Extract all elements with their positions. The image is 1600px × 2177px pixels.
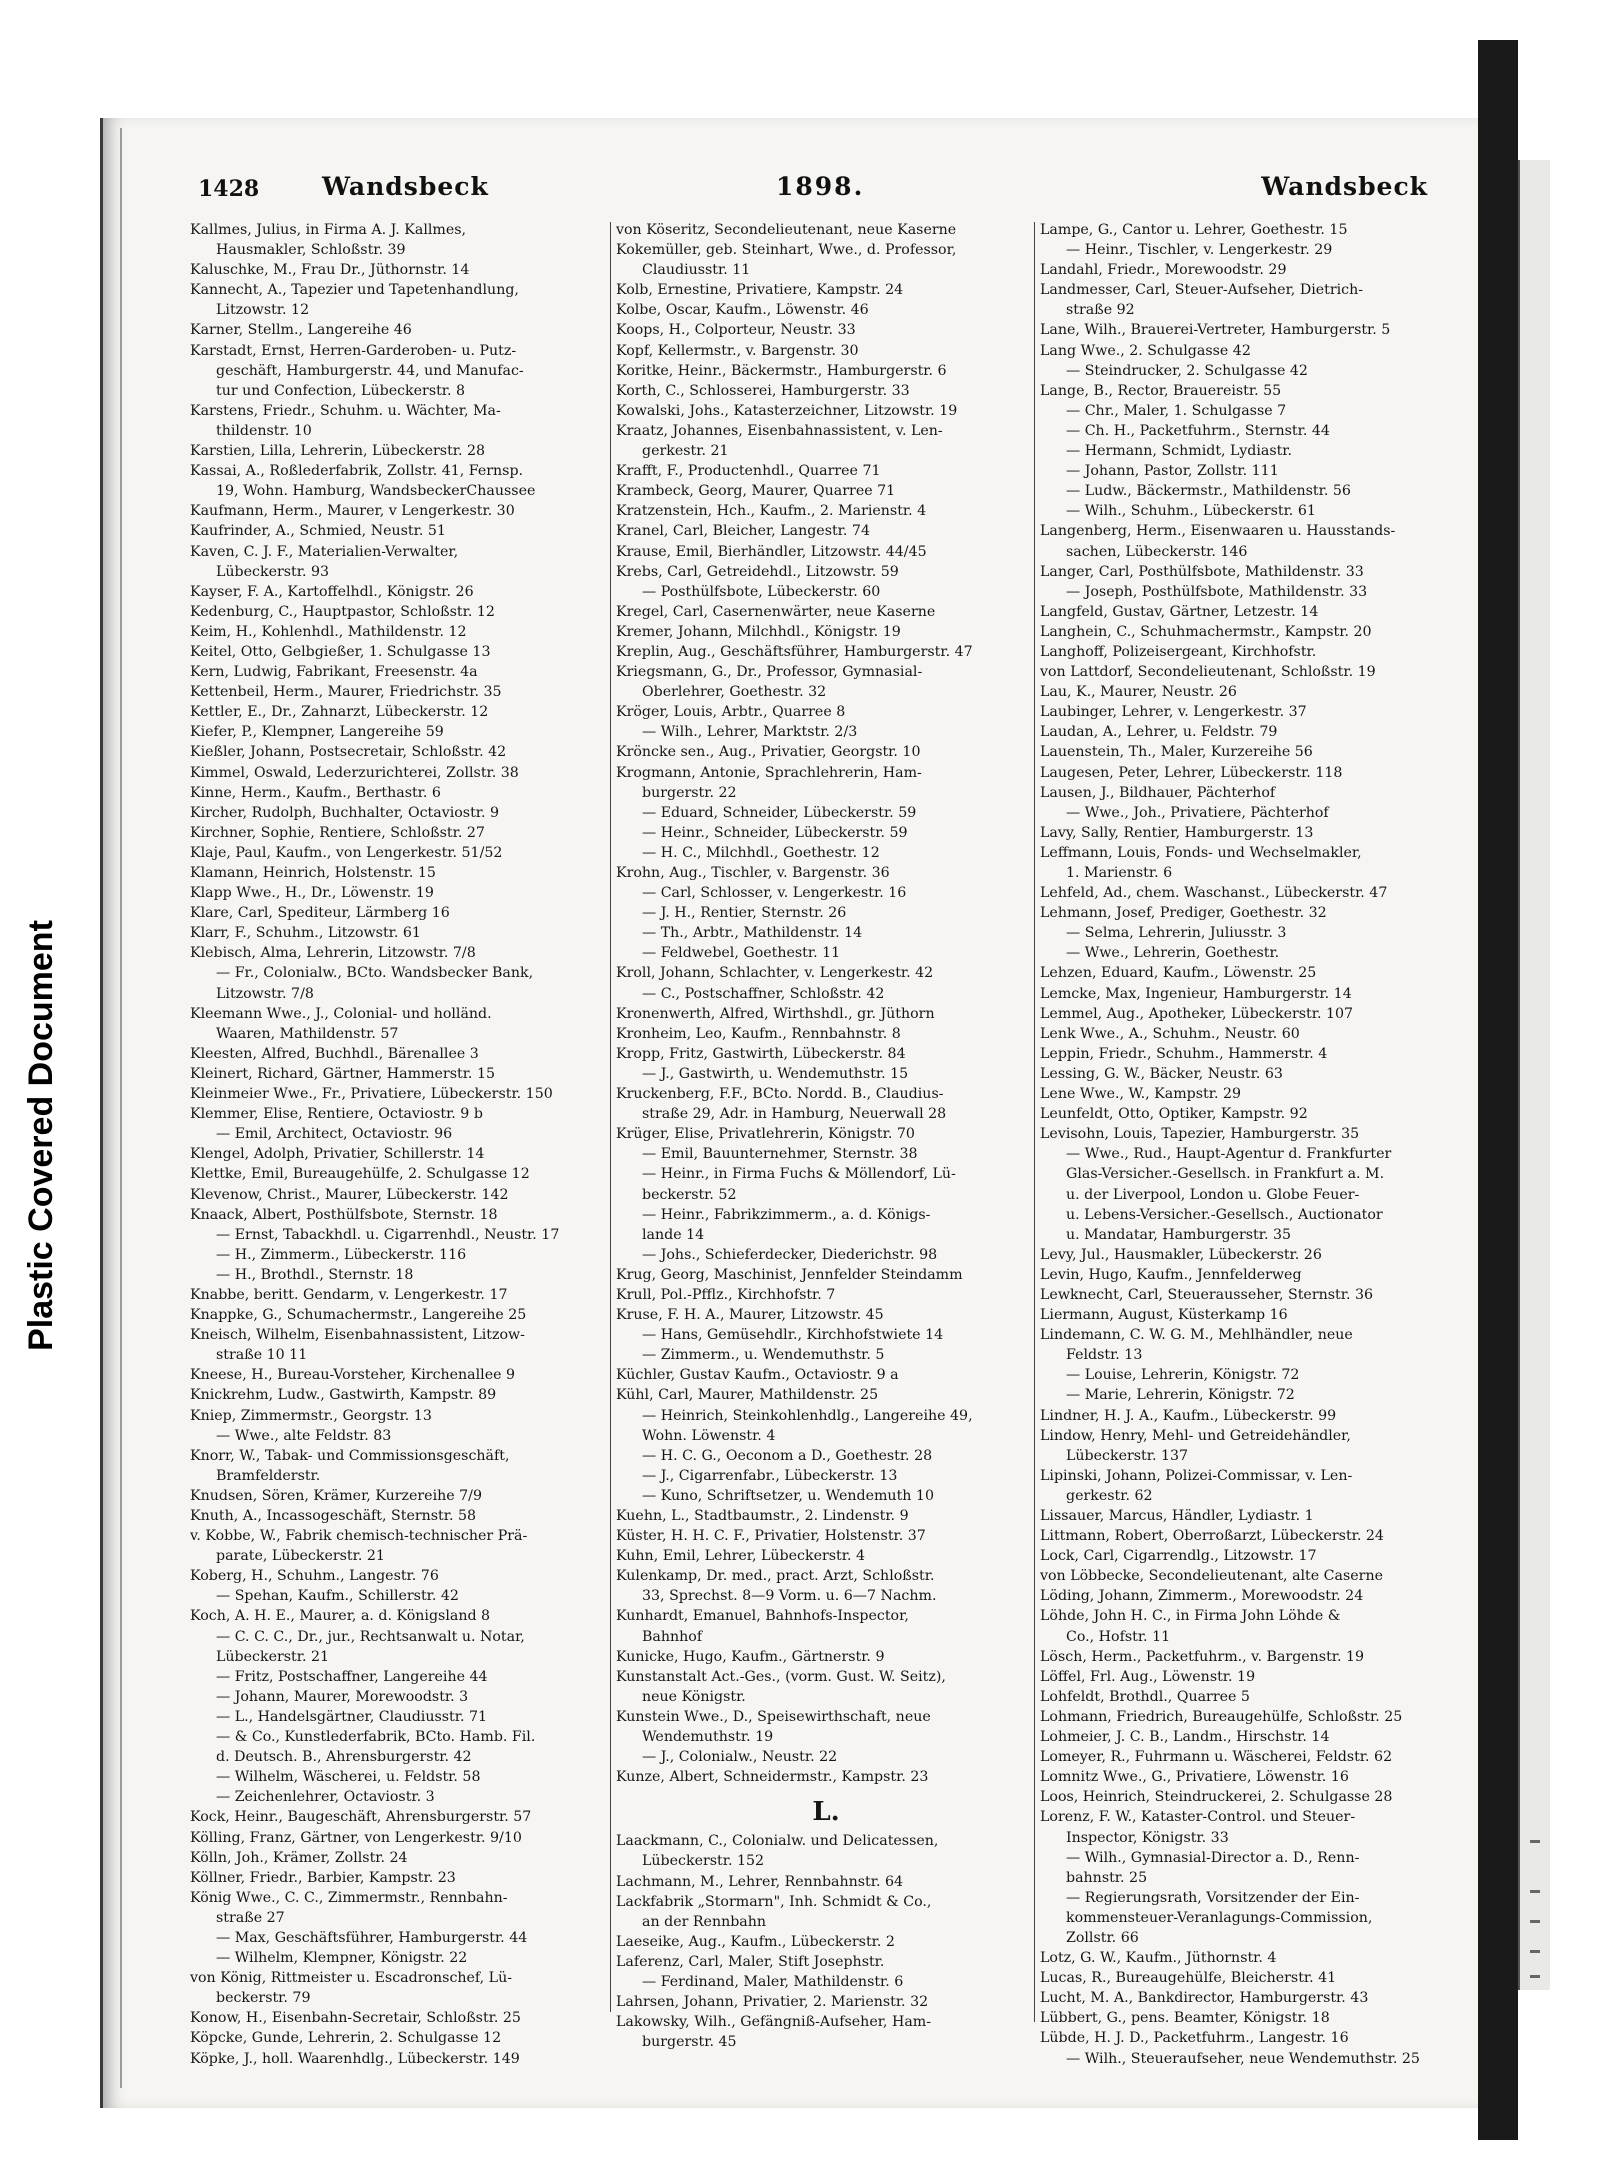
page-number: 1428 (198, 176, 260, 202)
directory-entry: Koch, A. H. E., Maurer, a. d. Königsland 8 (190, 1608, 491, 1625)
next-page-edge (1518, 160, 1550, 1990)
directory-entry: Löding, Johann, Zimmerm., Morewoodstr. 24 (1040, 1588, 1364, 1605)
directory-entry: Lenk Wwe., A., Schuhm., Neustr. 60 (1040, 1025, 1300, 1042)
directory-entry: Litzowstr. 12 (216, 302, 310, 319)
directory-entry: Claudiusstr. 11 (642, 262, 751, 279)
directory-entry: Kokemüller, geb. Steinhart, Wwe., d. Professor, (616, 242, 957, 259)
directory-entry: — Ferdinand, Maler, Mathildenstr. 6 (642, 1973, 904, 1990)
directory-entry: Koops, H., Colporteur, Neustr. 33 (616, 322, 856, 339)
directory-entry: Laferenz, Carl, Maler, Stift Josephstr. (616, 1953, 885, 1970)
page-header (198, 172, 1428, 212)
directory-entry: Bramfelderstr. (216, 1467, 321, 1484)
directory-entry: — & Co., Kunstlederfabrik, BCto. Hamb. Fil. (216, 1729, 536, 1746)
directory-entry: Leppin, Friedr., Schuhm., Hammerstr. 4 (1040, 1045, 1328, 1062)
directory-entry: u. Mandatar, Hamburgerstr. 35 (1066, 1226, 1292, 1243)
page-edge-shadow (1478, 40, 1518, 2140)
directory-entry: Kühl, Carl, Maurer, Mathildenstr. 25 (616, 1387, 879, 1404)
directory-entry: Lene Wwe., W., Kampstr. 29 (1040, 1086, 1242, 1103)
directory-entry: u. Lebens-Versicher.-Gesellsch., Auctionator (1066, 1206, 1383, 1223)
directory-entry: Lübeckerstr. 93 (216, 563, 330, 580)
directory-entry: Kolbe, Oscar, Kaufm., Löwenstr. 46 (616, 302, 869, 319)
directory-entry: — Hermann, Schmidt, Lydiastr. (1066, 443, 1293, 460)
directory-entry: Kettler, E., Dr., Zahnarzt, Lübeckerstr. 12 (190, 704, 489, 721)
directory-entry: Landahl, Friedr., Morewoodstr. 29 (1040, 262, 1287, 279)
directory-entry: Kleesten, Alfred, Buchhdl., Bärenallee 3 (190, 1045, 479, 1062)
directory-entry: — Wilh., Steueraufseher, neue Wendemuthstr. 25 (1066, 2050, 1420, 2067)
directory-entry: Kunicke, Hugo, Kaufm., Gärtnerstr. 9 (616, 1648, 885, 1665)
directory-entry: Lakowsky, Wilh., Gefängniß-Aufseher, Ham- (616, 2014, 932, 2031)
directory-entry: Küster, H. H. C. F., Privatier, Holstenstr. 37 (616, 1528, 926, 1545)
directory-entry: geschäft, Hamburgerstr. 44, und Manufac- (216, 362, 524, 379)
directory-entry: Kölling, Franz, Gärtner, von Lengerkestr. 9/10 (190, 1829, 522, 1846)
directory-entry: Kopf, Kellermstr., v. Bargenstr. 30 (616, 342, 859, 359)
directory-entry: — Wwe., Lehrerin, Goethestr. (1066, 945, 1280, 962)
directory-entry: Lock, Carl, Cigarrendlg., Litzowstr. 17 (1040, 1548, 1317, 1565)
directory-entry: Lindow, Henry, Mehl- und Getreidehändler, (1040, 1427, 1351, 1444)
directory-entry: Lübbert, G., pens. Beamter, Königstr. 18 (1040, 2010, 1330, 2027)
directory-entry: Lucht, M. A., Bankdirector, Hamburgerstr. 43 (1040, 1990, 1369, 2007)
directory-entry: von König, Rittmeister u. Escadronschef, Lü- (190, 1970, 513, 1987)
directory-entry: Klare, Carl, Spediteur, Lärmberg 16 (190, 905, 450, 922)
directory-entry: Kaufrinder, A., Schmied, Neustr. 51 (190, 523, 446, 540)
directory-entry: Wendemuthstr. 19 (642, 1729, 774, 1746)
directory-entry: gerkestr. 21 (642, 443, 729, 460)
directory-entry: Klettke, Emil, Bureaugehülfe, 2. Schulgasse 12 (190, 1166, 530, 1183)
directory-entry: Klemmer, Elise, Rentiere, Octaviostr. 9 b (190, 1106, 483, 1123)
directory-entry: Lohmann, Friedrich, Bureaugehülfe, Schloßstr. 25 (1040, 1708, 1403, 1725)
directory-entry: Kedenburg, C., Hauptpastor, Schloßstr. 12 (190, 603, 495, 620)
directory-entry: Lindemann, C. W. G. M., Mehlhändler, neue (1040, 1327, 1353, 1344)
directory-entry: Leunfeldt, Otto, Optiker, Kampstr. 92 (1040, 1106, 1308, 1123)
directory-column-3 (1040, 220, 1456, 2069)
directory-entry: Kern, Ludwig, Fabrikant, Freesenstr. 4a (190, 664, 478, 681)
directory-entry: straße 92 (1066, 302, 1135, 319)
directory-entry: Lipinski, Johann, Polizei-Commissar, v. Len- (1040, 1467, 1353, 1484)
directory-entry: Krull, Pol.-Pfflz., Kirchhofstr. 7 (616, 1286, 836, 1303)
directory-entry: Lane, Wilh., Brauerei-Vertreter, Hamburgerstr. 5 (1040, 322, 1391, 339)
directory-entry: Lösch, Herm., Packetfuhrm., v. Bargenstr. 19 (1040, 1648, 1365, 1665)
directory-entry: Lehzen, Eduard, Kaufm., Löwenstr. 25 (1040, 965, 1317, 982)
directory-entry: u. der Liverpool, London u. Globe Feuer- (1066, 1186, 1360, 1203)
directory-entry: Kimmel, Oswald, Lederzurichterei, Zollstr. 38 (190, 764, 519, 781)
directory-entry: Kröncke sen., Aug., Privatier, Georgstr. 10 (616, 744, 921, 761)
directory-column-2 (616, 220, 1036, 2052)
directory-entry: Laudan, A., Lehrer, u. Feldstr. 79 (1040, 724, 1278, 741)
directory-entry: — Wilh., Schuhm., Lübeckerstr. 61 (1066, 503, 1316, 520)
directory-entry: Lomnitz Wwe., G., Privatiere, Löwenstr. 16 (1040, 1769, 1349, 1786)
directory-entry: — Ernst, Tabackhdl. u. Cigarrenhdl., Neustr. 17 (216, 1226, 560, 1243)
directory-entry: Landmesser, Carl, Steuer-Aufseher, Dietrich- (1040, 282, 1364, 299)
directory-entry: Kaufmann, Herm., Maurer, v Lengerkestr. 30 (190, 503, 515, 520)
directory-entry: Bahnhof (642, 1628, 703, 1645)
directory-entry: Kock, Heinr., Baugeschäft, Ahrensburgerstr. 57 (190, 1809, 532, 1826)
directory-entry: Kleinert, Richard, Gärtner, Hammerstr. 15 (190, 1065, 495, 1082)
directory-entry: — Zeichenlehrer, Octaviostr. 3 (216, 1789, 435, 1806)
directory-entry: Kowalski, Johs., Katasterzeichner, Litzowstr. 19 (616, 402, 958, 419)
directory-entry: Kunze, Albert, Schneidermstr., Kampstr. 23 (616, 1769, 929, 1786)
directory-entry: — Wilhelm, Wäscherei, u. Feldstr. 58 (216, 1769, 481, 1786)
directory-entry: — Heinrich, Steinkohlenhdlg., Langereihe 49, (642, 1407, 973, 1424)
directory-entry: — Heinr., Tischler, v. Lengerkestr. 29 (1066, 242, 1333, 259)
directory-entry: Köpke, J., holl. Waarenhdlg., Lübeckerstr. 149 (190, 2050, 520, 2067)
directory-entry: Knappke, G., Schumachermstr., Langereihe 25 (190, 1307, 527, 1324)
directory-entry: Köllner, Friedr., Barbier, Kampstr. 23 (190, 1869, 456, 1886)
directory-entry: Klaje, Paul, Kaufm., von Lengerkestr. 51/52 (190, 844, 503, 861)
directory-entry: Wohn. Löwenstr. 4 (642, 1427, 776, 1444)
directory-entry: Klevenow, Christ., Maurer, Lübeckerstr. 142 (190, 1186, 509, 1203)
directory-entry: Klapp Wwe., H., Dr., Löwenstr. 19 (190, 885, 434, 902)
directory-entry: — Emil, Architect, Octaviostr. 96 (216, 1126, 453, 1143)
directory-entry: 19, Wohn. Hamburg, WandsbeckerChaussee (216, 483, 536, 500)
directory-entry: Kuehn, L., Stadtbaumstr., 2. Lindenstr. 9 (616, 1508, 909, 1524)
directory-entry: Knorr, W., Tabak- und Commissionsgeschäft, (190, 1447, 510, 1464)
directory-entry: Kannecht, A., Tapezier und Tapetenhandlung, (190, 282, 519, 299)
directory-entry: v. Kobbe, W., Fabrik chemisch-technischer Prä- (190, 1528, 528, 1545)
directory-entry: Inspector, Königstr. 33 (1066, 1829, 1229, 1846)
directory-entry: an der Rennbahn (642, 1913, 767, 1930)
header-right-title: Wandsbeck (1261, 172, 1428, 201)
directory-entry: Kuhn, Emil, Lehrer, Lübeckerstr. 4 (616, 1548, 866, 1565)
directory-entry: — Johann, Pastor, Zollstr. 111 (1066, 463, 1279, 480)
directory-entry: Lohmeier, J. C. B., Landm., Hirschstr. 14 (1040, 1729, 1330, 1746)
directory-entry: Koritke, Heinr., Bäckermstr., Hamburgerstr. 6 (616, 362, 947, 379)
directory-entry: Liermann, August, Küsterkamp 16 (1040, 1307, 1288, 1324)
directory-entry: Krogmann, Antonie, Sprachlehrerin, Ham- (616, 764, 922, 781)
directory-entry: Kratzenstein, Hch., Kaufm., 2. Marienstr. 4 (616, 503, 927, 520)
directory-entry: Kranel, Carl, Bleicher, Langestr. 74 (616, 523, 870, 540)
directory-entry: — Wwe., Rud., Haupt-Agentur d. Frankfurter (1066, 1146, 1392, 1163)
directory-entry: Kircher, Rudolph, Buchhalter, Octaviostr. 9 (190, 804, 500, 821)
directory-entry: — Johann, Maurer, Morewoodstr. 3 (216, 1688, 469, 1705)
directory-entry: — Ch. H., Packetfuhrm., Sternstr. 44 (1066, 422, 1330, 439)
directory-entry: Löhde, John H. C., in Firma John Löhde & (1040, 1608, 1341, 1625)
directory-entry: Kleinmeier Wwe., Fr., Privatiere, Lübeckerstr. 150 (190, 1086, 553, 1103)
directory-entry: Kruckenberg, F.F., BCto. Nordd. B., Claudius- (616, 1086, 944, 1103)
directory-entry: Kremer, Johann, Milchhdl., Königstr. 19 (616, 623, 901, 640)
directory-entry: Krafft, F., Productenhdl., Quarree 71 (616, 463, 881, 480)
directory-entry: Karner, Stellm., Langereihe 46 (190, 322, 412, 339)
directory-entry: Klebisch, Alma, Lehrerin, Litzowstr. 7/8 (190, 945, 476, 962)
directory-entry: kommensteuer-Veranlagungs-Commission, (1066, 1909, 1373, 1926)
section-heading: L. (812, 1797, 840, 1828)
directory-entry: Feldstr. 13 (1066, 1347, 1143, 1364)
directory-entry: Lackfabrik „Stormarn", Inh. Schmidt & Co., (616, 1893, 932, 1910)
directory-entry: Lohfeldt, Brothdl., Quarree 5 (1040, 1688, 1250, 1705)
directory-entry: Kruse, F. H. A., Maurer, Litzowstr. 45 (616, 1307, 884, 1324)
directory-entry: Kunstanstalt Act.-Ges., (vorm. Gust. W. Seitz), (616, 1668, 946, 1685)
directory-entry: — J., Colonialw., Neustr. 22 (642, 1749, 838, 1766)
directory-entry: — Heinr., Fabrikzimmerm., a. d. Königs- (642, 1206, 931, 1223)
directory-entry: — Feldwebel, Goethestr. 11 (642, 945, 841, 962)
directory-entry: Kraatz, Johannes, Eisenbahnassistent, v. Len- (616, 422, 943, 439)
directory-entry: Lübeckerstr. 152 (642, 1853, 765, 1870)
directory-entry: Glas-Versicher.-Gesellsch. in Frankfurt a. M. (1066, 1166, 1385, 1183)
header-left-title: Wandsbeck (322, 172, 489, 201)
directory-entry: — Spehan, Kaufm., Schillerstr. 42 (216, 1588, 459, 1605)
directory-entry: — Wilhelm, Klempner, Königstr. 22 (216, 1950, 468, 1967)
directory-entry: Kriegsmann, G., Dr., Professor, Gymnasial- (616, 664, 923, 681)
directory-entry: Kropp, Fritz, Gastwirth, Lübeckerstr. 84 (616, 1045, 906, 1062)
directory-entry: Lavy, Sally, Rentier, Hamburgerstr. 13 (1040, 824, 1314, 841)
directory-entry: — Max, Geschäftsführer, Hamburgerstr. 44 (216, 1929, 528, 1946)
directory-entry: — H., Brothdl., Sternstr. 18 (216, 1266, 414, 1283)
directory-entry: — L., Handelsgärtner, Claudiusstr. 71 (216, 1708, 488, 1725)
directory-column-1 (190, 220, 608, 2069)
directory-entry: Kroll, Johann, Schlachter, v. Lengerkestr. 42 (616, 965, 934, 982)
directory-entry: — H., Zimmerm., Lübeckerstr. 116 (216, 1246, 467, 1263)
directory-entry: Lindner, H. J. A., Kaufm., Lübeckerstr. 99 (1040, 1407, 1337, 1424)
directory-entry: Kulenkamp, Dr. med., pract. Arzt, Schloßstr. (616, 1568, 935, 1585)
directory-entry: Lotz, G. W., Kaufm., Jüthornstr. 4 (1040, 1950, 1277, 1967)
directory-entry: Karstens, Friedr., Schuhm. u. Wächter, Ma- (190, 402, 501, 419)
directory-entry: Laackmann, C., Colonialw. und Delicatessen, (616, 1833, 939, 1850)
directory-entry: Lemcke, Max, Ingenieur, Hamburgerstr. 14 (1040, 985, 1352, 1002)
directory-entry: Leffmann, Louis, Fonds- und Wechselmakler, (1040, 844, 1362, 861)
directory-entry: — Emil, Bauunternehmer, Sternstr. 38 (642, 1146, 918, 1163)
directory-entry: — J., Gastwirth, u. Wendemuthstr. 15 (642, 1065, 909, 1082)
directory-entry: Laubinger, Lehrer, v. Lengerkestr. 37 (1040, 704, 1307, 721)
directory-entry: Langhoff, Polizeisergeant, Kirchhofstr. (1040, 643, 1317, 660)
directory-entry: Karstadt, Ernst, Herren-Garderoben- u. Putz- (190, 342, 517, 359)
directory-entry: Lomeyer, R., Fuhrmann u. Wäscherei, Feldstr. 62 (1040, 1749, 1393, 1766)
directory-entry: von Köseritz, Secondelieutenant, neue Kaserne (616, 222, 957, 238)
directory-entry: Kießler, Johann, Postsecretair, Schloßstr. 42 (190, 744, 507, 761)
directory-entry: — Carl, Schlosser, v. Lengerkestr. 16 (642, 885, 907, 902)
directory-entry: — Chr., Maler, 1. Schulgasse 7 (1066, 402, 1287, 419)
directory-entry: Krüger, Elise, Privatlehrerin, Königstr. 70 (616, 1126, 915, 1143)
header-year: 1898. (776, 172, 865, 201)
directory-entry: Lorenz, F. W., Kataster-Control. und Steuer- (1040, 1809, 1356, 1826)
directory-entry: Kronenwerth, Alfred, Wirthshdl., gr. Jüthorn (616, 1005, 935, 1022)
directory-entry: — J. H., Rentier, Sternstr. 26 (642, 905, 847, 922)
directory-entry: parate, Lübeckerstr. 21 (216, 1548, 385, 1565)
directory-entry: Kayser, F. A., Kartoffelhdl., Königstr. 26 (190, 583, 474, 600)
directory-entry: — Hans, Gemüsehdlr., Kirchhofstwiete 14 (642, 1327, 944, 1344)
directory-entry: gerkestr. 62 (1066, 1487, 1153, 1504)
directory-entry: Kronheim, Leo, Kaufm., Rennbahnstr. 8 (616, 1025, 901, 1042)
directory-entry: — Wilh., Lehrer, Marktstr. 2/3 (642, 724, 858, 741)
directory-entry: Langenberg, Herm., Eisenwaaren u. Hausstands- (1040, 523, 1396, 540)
directory-entry: — H. C., Milchhdl., Goethestr. 12 (642, 844, 880, 861)
directory-entry: Lachmann, M., Lehrer, Rennbahnstr. 64 (616, 1873, 904, 1890)
directory-entry: Kolb, Ernestine, Privatiere, Kampstr. 24 (616, 282, 904, 299)
directory-entry: — Wwe., alte Feldstr. 83 (216, 1427, 392, 1444)
directory-entry: Kunhardt, Emanuel, Bahnhofs-Inspector, (616, 1608, 909, 1625)
column-divider (610, 222, 611, 2012)
directory-entry: Klarr, F., Schuhm., Litzowstr. 61 (190, 925, 421, 942)
directory-entry: Zollstr. 66 (1066, 1929, 1139, 1946)
directory-entry: tur und Confection, Lübeckerstr. 8 (216, 382, 466, 399)
directory-entry: — Ludw., Bäckermstr., Mathildenstr. 56 (1066, 483, 1351, 500)
directory-entry: Kleemann Wwe., J., Colonial- und holländ. (190, 1005, 492, 1022)
directory-entry: — Fr., Colonialw., BCto. Wandsbecker Bank, (216, 965, 534, 982)
directory-entry: von Löbbecke, Secondelieutenant, alte Caserne (1040, 1568, 1383, 1585)
directory-entry: Köpcke, Gunde, Lehrerin, 2. Schulgasse 12 (190, 2030, 502, 2047)
directory-entry: Lessing, G. W., Bäcker, Neustr. 63 (1040, 1065, 1283, 1082)
directory-entry: — Louise, Lehrerin, Königstr. 72 (1066, 1367, 1300, 1384)
directory-entry: Lauenstein, Th., Maler, Kurzereihe 56 (1040, 744, 1313, 761)
page-gutter-line (120, 128, 122, 2088)
directory-entry: burgerstr. 45 (642, 2034, 737, 2051)
directory-entry: Küchler, Gustav Kaufm., Octaviostr. 9 a (616, 1367, 899, 1384)
directory-entry: Waaren, Mathildenstr. 57 (216, 1025, 399, 1042)
directory-entry: — C. C. C., Dr., jur., Rechtsanwalt u. Notar, (216, 1628, 525, 1645)
directory-entry: lande 14 (642, 1226, 705, 1243)
directory-entry: Kröger, Louis, Arbtr., Quarree 8 (616, 704, 846, 721)
directory-entry: burgerstr. 22 (642, 784, 737, 801)
directory-entry: Langer, Carl, Posthülfsbote, Mathildenstr. 33 (1040, 563, 1364, 580)
directory-entry: Lübeckerstr. 21 (216, 1648, 330, 1665)
directory-entry: Krause, Emil, Bierhändler, Litzowstr. 44/45 (616, 543, 927, 560)
directory-entry: Lange, B., Rector, Brauereistr. 55 (1040, 382, 1282, 399)
directory-entry: Knuth, A., Incassogeschäft, Sternstr. 58 (190, 1508, 477, 1524)
directory-entry: Lemmel, Aug., Apotheker, Lübeckerstr. 107 (1040, 1005, 1354, 1022)
directory-entry: Kneisch, Wilhelm, Eisenbahnassistent, Litzow- (190, 1327, 525, 1344)
directory-entry: — H. C. G., Oeconom a D., Goethestr. 28 (642, 1447, 933, 1464)
cover-label-text: Plastic Covered Document (21, 919, 60, 1351)
directory-entry: Kaluschke, M., Frau Dr., Jüthornstr. 14 (190, 262, 470, 279)
directory-entry: Levisohn, Louis, Tapezier, Hamburgerstr. 35 (1040, 1126, 1360, 1143)
directory-entry: Knaack, Albert, Posthülfsbote, Sternstr. 18 (190, 1206, 498, 1223)
directory-entry: straße 10 11 (216, 1347, 308, 1364)
directory-entry: Korth, C., Schlosserei, Hamburgerstr. 33 (616, 382, 910, 399)
directory-entry: straße 29, Adr. in Hamburg, Neuerwall 28 (642, 1106, 947, 1123)
directory-entry: Lucas, R., Bureaugehülfe, Bleicherstr. 41 (1040, 1970, 1337, 1987)
directory-entry: Löffel, Frl. Aug., Löwenstr. 19 (1040, 1668, 1256, 1685)
directory-entry: d. Deutsch. B., Ahrensburgerstr. 42 (216, 1749, 472, 1766)
directory-entry: Kallmes, Julius, in Firma A. J. Kallmes, (190, 222, 467, 238)
directory-entry: Koberg, H., Schuhm., Langestr. 76 (190, 1568, 439, 1585)
directory-entry: Knudsen, Sören, Krämer, Kurzereihe 7/9 (190, 1487, 482, 1504)
directory-entry: Karstien, Lilla, Lehrerin, Lübeckerstr. 28 (190, 443, 486, 460)
directory-entry: Lübde, H. J. D., Packetfuhrm., Langestr. 16 (1040, 2030, 1349, 2047)
directory-entry: — Wwe., Joh., Privatiere, Pächterhof (1066, 804, 1329, 821)
directory-entry: Loos, Heinrich, Steindruckerei, 2. Schulgasse 28 (1040, 1789, 1393, 1806)
directory-entry: Hausmakler, Schloßstr. 39 (216, 242, 406, 259)
directory-entry: — Marie, Lehrerin, Königstr. 72 (1066, 1387, 1295, 1404)
directory-entry: beckerstr. 79 (216, 1990, 311, 2007)
directory-entry: — Heinr., in Firma Fuchs & Möllendorf, Lü- (642, 1166, 956, 1183)
directory-entry: Lang Wwe., 2. Schulgasse 42 (1040, 342, 1251, 359)
directory-entry: Laeseike, Aug., Kaufm., Lübeckerstr. 2 (616, 1933, 895, 1950)
directory-entry: Klamann, Heinrich, Holstenstr. 15 (190, 865, 436, 881)
directory-entry: Klengel, Adolph, Privatier, Schillerstr. 14 (190, 1146, 485, 1163)
directory-entry: Levin, Hugo, Kaufm., Jennfelderweg (1040, 1266, 1302, 1283)
directory-entry: Levy, Jul., Hausmakler, Lübeckerstr. 26 (1040, 1246, 1322, 1263)
directory-entry: König Wwe., C. C., Zimmermstr., Rennbahn- (190, 1889, 508, 1906)
directory-entry: 1. Marienstr. 6 (1066, 865, 1173, 881)
directory-entry: Kreplin, Aug., Geschäftsführer, Hamburgerstr. 47 (616, 643, 973, 660)
directory-entry: Littmann, Robert, Oberroßarzt, Lübeckerstr. 24 (1040, 1528, 1384, 1545)
directory-entry: Oberlehrer, Goethestr. 32 (642, 684, 827, 701)
directory-entry: Knickrehm, Ludw., Gastwirth, Kampstr. 89 (190, 1387, 497, 1404)
directory-entry: Kettenbeil, Herm., Maurer, Friedrichstr. 35 (190, 684, 502, 701)
directory-entry: — Selma, Lehrerin, Juliusstr. 3 (1066, 925, 1287, 942)
directory-entry: thildenstr. 10 (216, 422, 312, 439)
directory-entry: Kneese, H., Bureau-Vorsteher, Kirchenallee 9 (190, 1367, 516, 1384)
directory-entry: Lewknecht, Carl, Steuerausseher, Sternstr. 36 (1040, 1286, 1374, 1303)
directory-entry: Lübeckerstr. 137 (1066, 1447, 1189, 1464)
directory-entry: — Joseph, Posthülfsbote, Mathildenstr. 33 (1066, 583, 1368, 600)
directory-entry: Keitel, Otto, Gelbgießer, 1. Schulgasse 13 (190, 643, 491, 660)
directory-entry: 33, Sprechst. 8—9 Vorm. u. 6—7 Nachm. (642, 1588, 937, 1605)
directory-entry: beckerstr. 52 (642, 1186, 737, 1203)
directory-entry: — Fritz, Postschaffner, Langereihe 44 (216, 1668, 488, 1685)
directory-entry: sachen, Lübeckerstr. 146 (1066, 543, 1248, 560)
directory-entry: neue Königstr. (642, 1688, 746, 1705)
directory-entry: Lehfeld, Ad., chem. Waschanst., Lübeckerstr. 47 (1040, 885, 1388, 902)
directory-entry: Kinne, Herm., Kaufm., Berthastr. 6 (190, 784, 441, 801)
directory-entry: — Heinr., Schneider, Lübeckerstr. 59 (642, 824, 908, 841)
directory-entry: — Th., Arbtr., Mathildenstr. 14 (642, 925, 863, 942)
directory-entry: Knabbe, beritt. Gendarm, v. Lengerkestr. 17 (190, 1286, 508, 1303)
directory-entry: Lissauer, Marcus, Händler, Lydiastr. 1 (1040, 1508, 1314, 1524)
directory-entry: Konow, H., Eisenbahn-Secretair, Schloßstr. 25 (190, 2010, 521, 2027)
directory-entry: — Eduard, Schneider, Lübeckerstr. 59 (642, 804, 917, 821)
directory-entry: Krug, Georg, Maschinist, Jennfelder Steindamm (616, 1266, 963, 1283)
directory-entry: — Posthülfsbote, Lübeckerstr. 60 (642, 583, 881, 600)
directory-entry: Langhein, C., Schuhmachermstr., Kampstr. 20 (1040, 623, 1372, 640)
directory-entry: Lehmann, Josef, Prediger, Goethestr. 32 (1040, 905, 1327, 922)
directory-entry: — Johs., Schieferdecker, Diederichstr. 98 (642, 1246, 938, 1263)
directory-entry: — Regierungsrath, Vorsitzender der Ein- (1066, 1889, 1360, 1906)
directory-entry: bahnstr. 25 (1066, 1869, 1148, 1886)
directory-entry: Krohn, Aug., Tischler, v. Bargenstr. 36 (616, 865, 890, 881)
directory-entry: Lahrsen, Johann, Privatier, 2. Marienstr. 32 (616, 1994, 929, 2011)
directory-entry: Keim, H., Kohlenhdl., Mathildenstr. 12 (190, 623, 467, 640)
directory-entry: — J., Cigarrenfabr., Lübeckerstr. 13 (642, 1467, 898, 1484)
directory-entry: — Wilh., Gymnasial-Director a. D., Renn- (1066, 1849, 1360, 1866)
directory-entry: Lampe, G., Cantor u. Lehrer, Goethestr. 15 (1040, 222, 1348, 238)
directory-entry: Kaven, C. J. F., Materialien-Verwalter, (190, 543, 459, 560)
directory-entry: von Lattdorf, Secondelieutenant, Schloßstr. 19 (1040, 664, 1376, 681)
directory-entry: — C., Postschaffner, Schloßstr. 42 (642, 985, 885, 1002)
directory-entry: — Steindrucker, 2. Schulgasse 42 (1066, 362, 1308, 379)
directory-entry: Co., Hofstr. 11 (1066, 1628, 1171, 1645)
directory-entry: Krebs, Carl, Getreidehdl., Litzowstr. 59 (616, 563, 899, 580)
directory-entry: Kunstein Wwe., D., Speisewirthschaft, neue (616, 1708, 931, 1725)
directory-entry: — Zimmerm., u. Wendemuthstr. 5 (642, 1347, 885, 1364)
directory-entry: Kirchner, Sophie, Rentiere, Schloßstr. 27 (190, 824, 485, 841)
directory-entry: Lau, K., Maurer, Neustr. 26 (1040, 684, 1237, 701)
directory-entry: Kölln, Joh., Krämer, Zollstr. 24 (190, 1849, 408, 1866)
directory-entry: Kregel, Carl, Casernenwärter, neue Kaserne (616, 603, 936, 620)
directory-entry: Langfeld, Gustav, Gärtner, Letzestr. 14 (1040, 603, 1319, 620)
directory-entry: — Kuno, Schriftsetzer, u. Wendemuth 10 (642, 1487, 934, 1504)
directory-entry: Lausen, J., Bildhauer, Pächterhof (1040, 784, 1276, 801)
directory-entry: Kniep, Zimmermstr., Georgstr. 13 (190, 1407, 432, 1424)
directory-entry: Laugesen, Peter, Lehrer, Lübeckerstr. 118 (1040, 764, 1343, 781)
directory-entry: Kassai, A., Roßlederfabrik, Zollstr. 41, Fernsp. (190, 463, 524, 480)
directory-entry: Kiefer, P., Klempner, Langereihe 59 (190, 724, 444, 741)
directory-entry: Litzowstr. 7/8 (216, 985, 314, 1002)
directory-entry: straße 27 (216, 1909, 285, 1926)
directory-entry: Krambeck, Georg, Maurer, Quarree 71 (616, 483, 896, 500)
